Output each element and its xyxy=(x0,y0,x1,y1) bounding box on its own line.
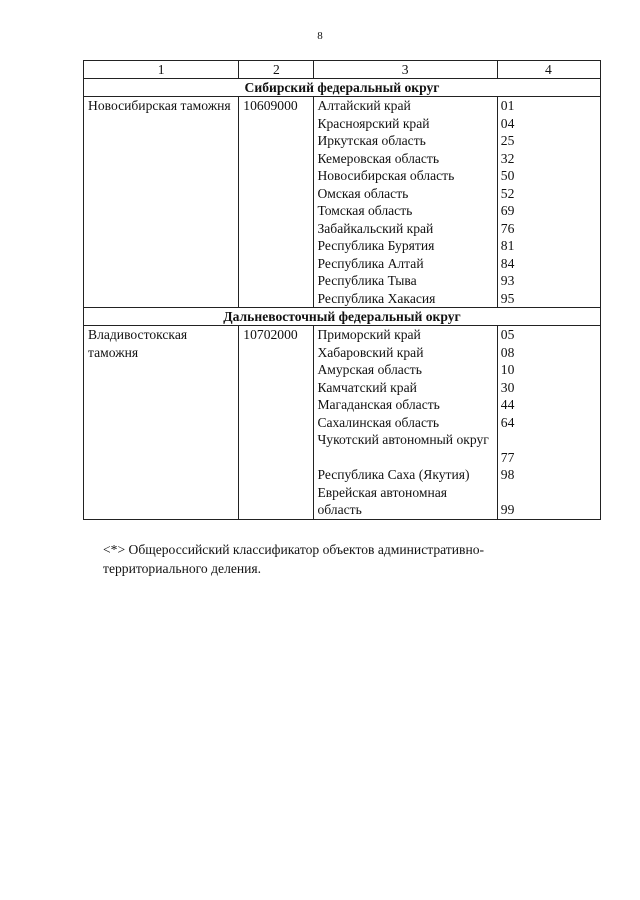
okato-codes-cell xyxy=(497,97,600,308)
region-name: Кемеровская область xyxy=(317,150,440,166)
okato-code: 93 xyxy=(500,273,515,288)
region-name: Камчатский край xyxy=(317,379,417,395)
customs-code: 10609000 xyxy=(239,97,314,308)
region-name: Омская область xyxy=(317,185,409,201)
customs-name: Новосибирская таможня xyxy=(84,97,239,308)
okato-code: 52 xyxy=(500,185,515,201)
okato-code: 95 xyxy=(500,290,515,306)
region-name: Приморский край xyxy=(317,327,421,342)
region-name: Сахалинская область xyxy=(317,414,440,430)
okato-code: 50 xyxy=(500,168,515,183)
region-name: Республика Саха (Якутия) xyxy=(317,467,470,482)
customs-code: 10702000 xyxy=(239,326,314,520)
region-name: Амурская область xyxy=(317,362,422,377)
region-name: Республика Тыва xyxy=(317,273,417,288)
column-number-row xyxy=(84,61,601,79)
region-name: Магаданская область xyxy=(317,397,440,412)
region-name: Еврейская автономная область xyxy=(317,484,448,517)
okato-codes-cell xyxy=(497,326,600,520)
okato-code: 25 xyxy=(500,133,515,148)
region-name: Республика Алтай xyxy=(317,255,424,271)
region-name: Алтайский край xyxy=(317,98,411,113)
region-name: Республика Хакасия xyxy=(317,290,436,306)
region-name: Красноярский край xyxy=(317,115,430,131)
region-names-cell xyxy=(314,97,497,308)
region-name: Новосибирская область xyxy=(317,168,455,183)
region-name: Забайкальский край xyxy=(317,220,434,236)
okato-code: 98 xyxy=(500,467,515,482)
okato-code: 77 xyxy=(500,449,515,465)
region-name: Хабаровский край xyxy=(317,344,424,360)
okato-code: 32 xyxy=(500,150,515,166)
okato-code: 69 xyxy=(500,203,515,218)
region-name: Иркутская область xyxy=(317,133,426,148)
okato-code: 76 xyxy=(500,220,515,236)
okato-code: 44 xyxy=(500,397,515,412)
okato-code: 01 xyxy=(500,98,515,113)
okato-code: 81 xyxy=(500,238,515,253)
customs-name: Владивостокская таможня xyxy=(84,326,239,520)
okato-code: 99 xyxy=(500,502,515,517)
customs-row xyxy=(84,326,601,520)
okato-code: 05 xyxy=(500,327,515,342)
column-number-1: 1 xyxy=(84,61,239,79)
district-header-row xyxy=(84,79,601,97)
customs-regions-table xyxy=(83,60,601,520)
page-number: 8 xyxy=(317,30,323,42)
footnote: <*> Общероссийский классификатор объектов административно-территориального деления. xyxy=(103,542,485,576)
region-name: Томская область xyxy=(317,203,413,218)
customs-row xyxy=(84,97,601,308)
column-number-4: 4 xyxy=(497,61,600,79)
column-number-2: 2 xyxy=(239,61,314,79)
district-name: Дальневосточный федеральный округ xyxy=(84,308,601,326)
district-header-row xyxy=(84,308,601,326)
okato-code: 04 xyxy=(500,115,515,131)
okato-code: 84 xyxy=(500,255,515,271)
column-number-3: 3 xyxy=(314,61,497,79)
okato-code: 30 xyxy=(500,379,515,395)
region-names-cell xyxy=(314,326,497,520)
okato-code: 08 xyxy=(500,344,515,360)
region-name: Чукотский автономный округ xyxy=(317,432,489,447)
okato-code: 64 xyxy=(500,414,515,430)
okato-code: 10 xyxy=(500,362,515,377)
region-name: Республика Бурятия xyxy=(317,238,435,253)
district-name: Сибирский федеральный округ xyxy=(84,79,601,97)
